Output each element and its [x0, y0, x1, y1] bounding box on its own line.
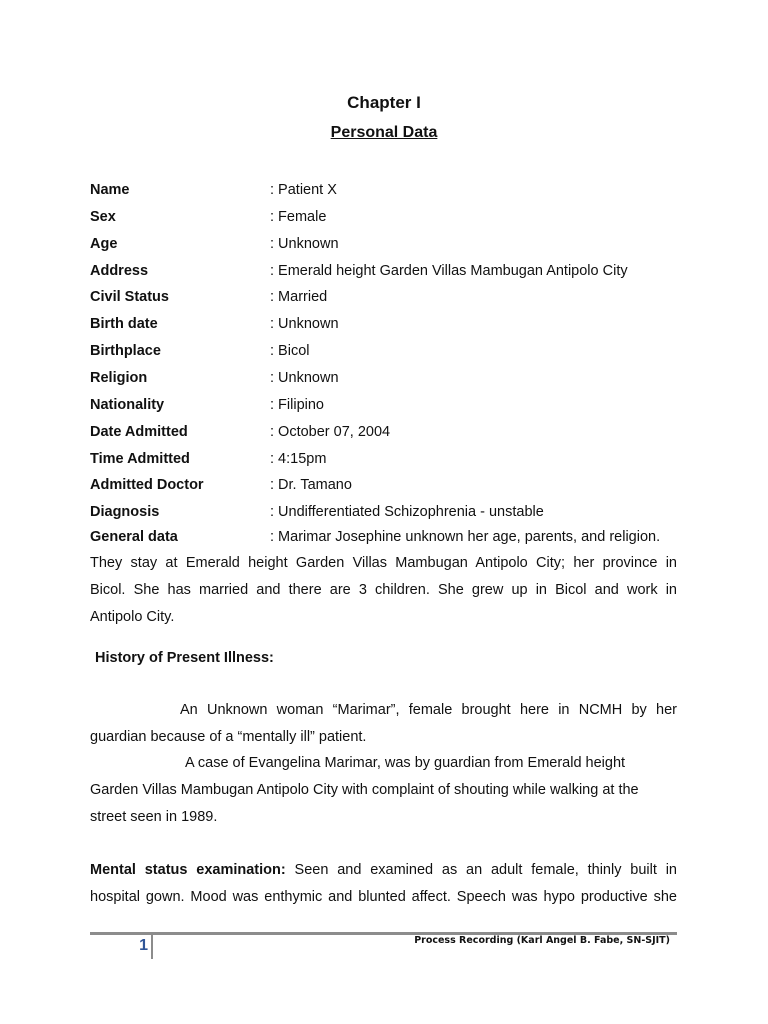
field-value: : Unknown: [270, 369, 339, 386]
field-label: Name: [90, 182, 130, 198]
mental-status-heading: Mental status examination:: [90, 862, 286, 878]
history-line: A case of Evangelina Marimar, was by guardian from Emerald height: [185, 755, 626, 771]
field-value: : Undifferentiated Schizophrenia - unstable: [270, 504, 544, 521]
general-data-line: Antipolo City.: [90, 609, 175, 625]
history-line: guardian because of a “mentally ill” patient.: [90, 729, 367, 745]
field-label: Civil Status: [90, 289, 169, 306]
field-value: : Emerald height Garden Villas Mambugan Antipolo City: [270, 262, 628, 279]
field-value: : Filipino: [270, 396, 324, 413]
field-general-data: [90, 527, 677, 547]
field-label: Nationality: [90, 396, 165, 413]
field-value: : Married: [270, 289, 328, 306]
field-label: Sex: [90, 208, 116, 225]
section-title: Personal Data: [330, 124, 438, 141]
field-value: : Bicol: [270, 343, 310, 360]
footer-text: Process Recording (Karl Angel B. Fabe, SN-SJIT): [414, 935, 670, 946]
history-line: Garden Villas Mambugan Antipolo City with complaint of shouting while walking at the: [90, 782, 639, 798]
field-label: Admitted Doctor: [90, 477, 204, 494]
field-value: : Patient X: [270, 182, 337, 198]
field-value: : Female: [270, 208, 327, 225]
field-label: Age: [90, 235, 118, 252]
mental-status-line: [90, 857, 677, 884]
field-label: Date Admitted: [90, 423, 188, 440]
general-data-line: They stay at Emerald height Garden Villas Mambugan Antipolo City; her province in: [90, 555, 677, 571]
field-label: Diagnosis: [90, 504, 160, 521]
chapter-title: Chapter I: [347, 93, 421, 112]
history-heading: History of Present Illness:: [95, 650, 274, 666]
field-value: : Unknown: [270, 235, 339, 252]
field-label: Address: [90, 262, 149, 279]
page-number: 1: [139, 937, 148, 954]
field-value: : Unknown: [270, 316, 339, 333]
history-line: street seen in 1989.: [90, 809, 218, 825]
field-value: : October 07, 2004: [270, 423, 391, 440]
mental-status-line: hospital gown. Mood was enthymic and blunted affect. Speech was hypo productive she: [90, 889, 677, 905]
general-data-line: Bicol. She has married and there are 3 children. She grew up in Bicol and work in: [90, 582, 677, 598]
history-line: An Unknown woman “Marimar”, female brought here in NCMH by her: [180, 702, 677, 718]
page-number-box: [90, 935, 153, 959]
field-label: Birthplace: [90, 343, 161, 360]
field-value: : Marimar Josephine unknown her age, parents, and religion.: [270, 529, 661, 545]
field-label: General data: [90, 529, 178, 545]
mental-status-text: Seen and examined as an adult female, thinly built in: [285, 862, 677, 878]
field-value: : 4:15pm: [270, 450, 327, 467]
field-label: Time Admitted: [90, 450, 190, 467]
field-value: : Dr. Tamano: [270, 477, 352, 494]
field-label: Birth date: [90, 316, 158, 333]
field-label: Religion: [90, 369, 148, 386]
